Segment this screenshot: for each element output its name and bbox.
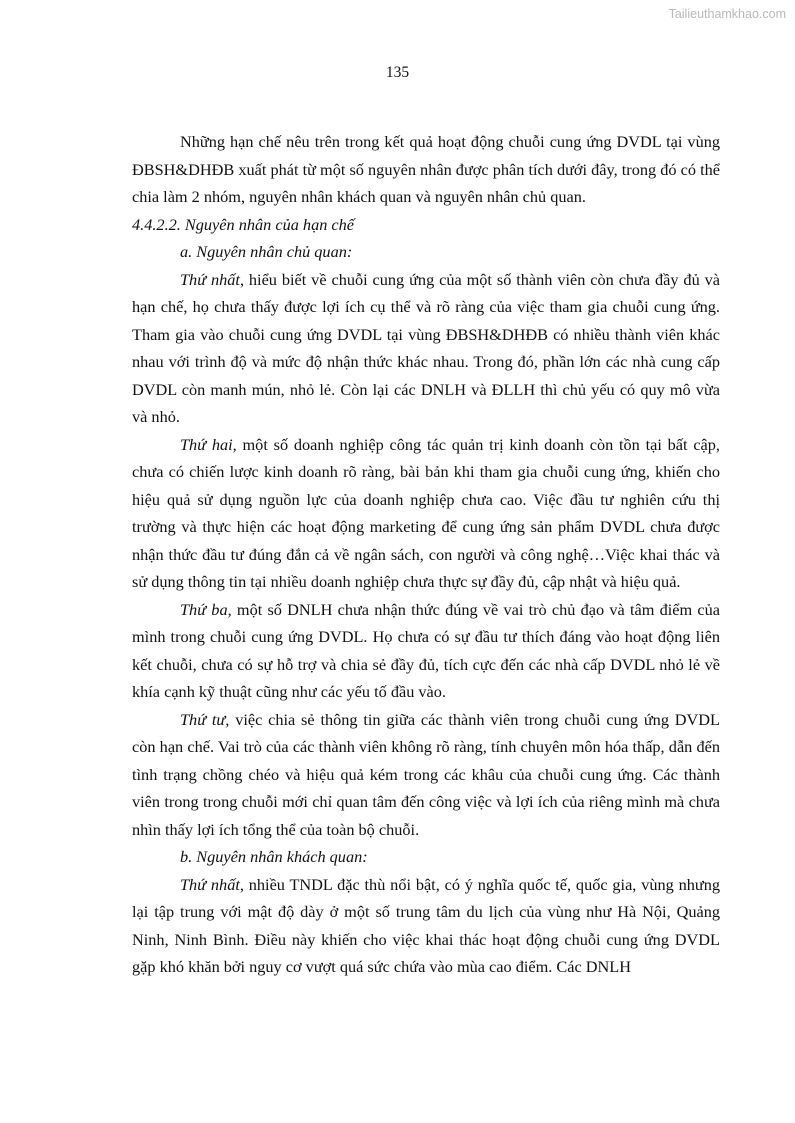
section-heading: 4.4.2.2. Nguyên nhân của hạn chế <box>132 214 355 234</box>
paragraph-text: một số DNLH chưa nhận thức đúng về vai trò chủ đạo và tâm điểm của mình trong chuỗi cung ứng DVDL. Họ chưa có sự đầu tư thích đáng vào hoạt động liên kết chuỗi, chưa có sự hỗ trợ và chia sẻ đầy đủ, tích cực đến các nhà cấp DVDL nhỏ lẻ về khía cạnh kỹ thuật cũng như các yếu tố đầu vào. <box>132 599 721 701</box>
paragraph-subjective-3 <box>132 596 720 706</box>
subjective-heading: a. Nguyên nhân chủ quan: <box>180 242 353 261</box>
paragraph-subjective-1 <box>132 266 720 431</box>
page-body <box>132 128 720 981</box>
page-number: 135 <box>385 64 410 81</box>
paragraph-subjective-2 <box>132 431 720 596</box>
paragraph-lead: Thứ ba, <box>180 599 232 619</box>
paragraph-objective-1 <box>132 871 720 981</box>
paragraph-lead: Thứ hai, <box>180 434 237 454</box>
intro-paragraph: Những hạn chế nêu trên trong kết quả hoạt động chuỗi cung ứng DVDL tại vùng ĐBSH&DHĐB xuất phát từ một số nguyên nhân được phân tích dưới đây, trong đó có thể chia làm 2 nhóm, nguyên nhân khách quan và nguyên nhân chủ quan. <box>132 132 720 206</box>
paragraph-text: việc chia sẻ thông tin giữa các thành viên trong chuỗi cung ứng DVDL còn hạn chế. Vai trò của các thành viên không rõ ràng, tính chuyên môn hóa thấp, dẫn đến tình trạng chồng chéo và hiệu quả kém trong các khâu của chuỗi cung ứng. Các thành viên trong trong chuỗi mới chỉ quan tâm đến công việc và lợi ích của riêng mình mà chưa nhìn thấy lợi ích tổng thể của toàn bộ chuỗi. <box>132 709 720 839</box>
paragraph-lead: Thứ nhất <box>180 269 240 289</box>
paragraph-text: một số doanh nghiệp công tác quản trị kinh doanh còn tồn tại bất cập, chưa có chiến lược kinh doanh rõ ràng, bài bản khi tham gia chuỗi cung ứng, khiến cho hiệu quả sử dụng nguồn lực của doanh nghiệp chưa cao. Việc đầu tư nghiên cứu thị trường và thực hiện các hoạt động marketing để cung ứng sản phẩm DVDL chưa được nhận thức đầu tư đúng đắn cả về ngân sách, con người và công nghệ…Việc khai thác và sử dụng thông tin tại nhiều doanh nghiệp chưa thực sự đầy đủ, cập nhật và hiệu quả. <box>132 434 720 591</box>
paragraph-subjective-4 <box>132 706 720 844</box>
paragraph-lead: Thứ nhất <box>180 874 240 894</box>
watermark: Tailieuthamkhao.com <box>668 7 786 21</box>
paragraph-text: , nhiều TNDL đặc thù nổi bật, có ý nghĩa quốc tế, quốc gia, vùng nhưng lại tập trung với mật độ dày ở một số trung tâm du lịch của vùng như Hà Nội, Quảng Ninh, Ninh Bình. Điều này khiến cho việc khai thác hoạt động chuỗi cung ứng DVDL gặp khó khăn bởi nguy cơ vượt quá sức chứa vào mùa cao điểm. Các DNLH <box>132 874 720 976</box>
objective-heading: b. Nguyên nhân khách quan: <box>180 847 368 866</box>
paragraph-lead: Thứ tư, <box>180 709 230 729</box>
paragraph-text: , hiểu biết về chuỗi cung ứng của một số thành viên còn chưa đầy đủ và hạn chế, họ chưa thấy được lợi ích cụ thể và rõ ràng của việc tham gia chuỗi cung ứng. Tham gia vào chuỗi cung ứng DVDL tại vùng ĐBSH&DHĐB có nhiều thành viên khác nhau với trình độ và mức độ nhận thức khác nhau. Trong đó, phần lớn các nhà cung cấp DVDL còn manh mún, nhỏ lẻ. Còn lại các DNLH và ĐLLH thì chủ yếu có quy mô vừa và nhỏ. <box>132 269 720 426</box>
